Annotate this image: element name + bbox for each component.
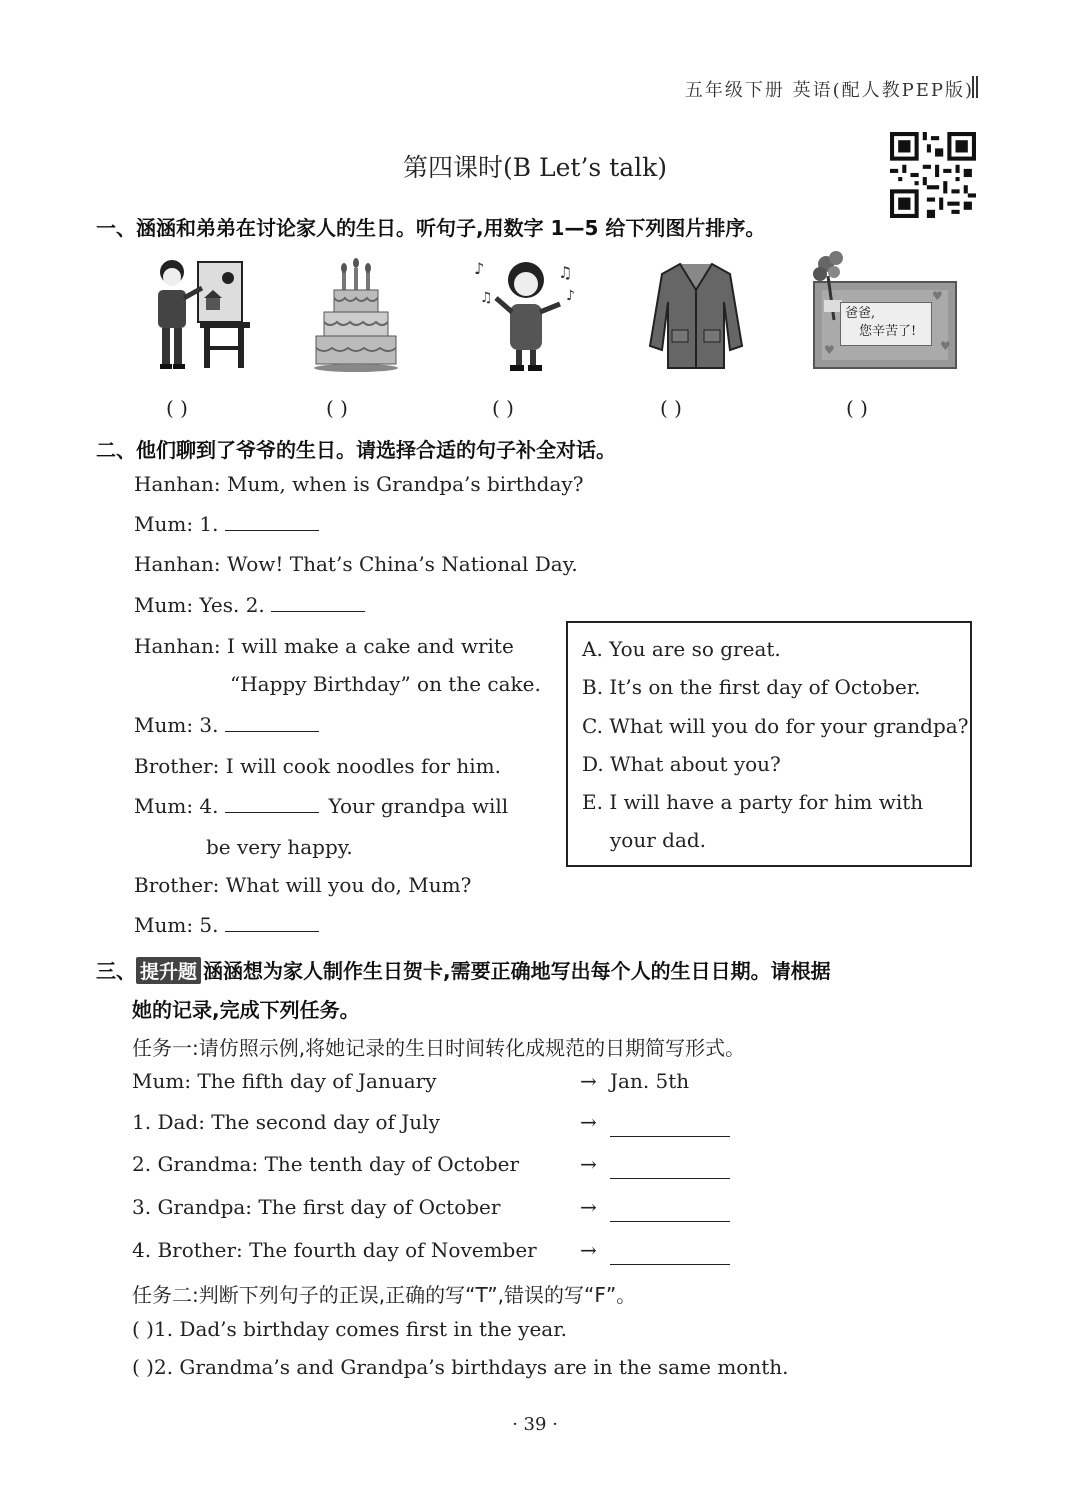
page-header: 五年级下册 英语(配人教PEP版): [684, 80, 974, 101]
example-right: Jan. 5th: [610, 1069, 690, 1093]
answer-blank[interactable]: [225, 730, 319, 732]
example-left: Mum: The fifth day of January: [132, 1069, 437, 1093]
section3-heading: 三、 提升题 涵涵想为家人制作生日贺卡,需要正确地写出每个人的生日日期。请根据: [96, 959, 831, 983]
lesson-title: 第四课时(B Let’s talk): [402, 153, 668, 182]
dialogue-line: Mum: Yes. 2.: [134, 593, 365, 617]
page-number: · 39 ·: [512, 1414, 558, 1435]
dialogue-line: Mum: 5.: [134, 913, 319, 937]
judge-item[interactable]: ( )1. Dad’s birthday comes first in the year.: [132, 1317, 567, 1341]
answer-paren[interactable]: ( ): [846, 396, 868, 420]
date-item: 4. Brother: The fourth day of November: [132, 1238, 537, 1262]
dialogue-line: Brother: I will cook noodles for him.: [134, 754, 501, 778]
girl-singing-icon: [470, 250, 584, 374]
header-divider: [972, 76, 978, 98]
arrow-icon: →: [580, 1110, 597, 1134]
options-box: [566, 621, 972, 867]
judge-item[interactable]: ( )2. Grandma’s and Grandpa’s birthdays are in the same month.: [132, 1355, 789, 1379]
option-a: A. You are so great.: [582, 637, 781, 661]
svg-text:♪: ♪: [566, 288, 575, 304]
arrow-icon: →: [580, 1195, 597, 1219]
option-e: E. I will have a party for him with: [582, 790, 924, 814]
answer-blank[interactable]: [610, 1264, 730, 1265]
card-line1: 爸爸,: [845, 306, 876, 321]
date-item: 3. Grandpa: The first day of October: [132, 1195, 501, 1219]
greeting-card-icon: [812, 250, 958, 374]
answer-blank[interactable]: [225, 930, 319, 932]
svg-text:♥: ♥: [824, 343, 835, 357]
dialogue-line: “Happy Birthday” on the cake.: [230, 672, 541, 696]
answer-paren[interactable]: ( ): [326, 396, 348, 420]
answer-blank[interactable]: [225, 529, 319, 531]
svg-text:♫: ♫: [558, 263, 573, 282]
dialogue-line: Mum: 4. Your grandpa will: [134, 794, 509, 818]
answer-paren[interactable]: ( ): [492, 396, 514, 420]
answer-blank[interactable]: [610, 1178, 730, 1179]
answer-paren[interactable]: ( ): [166, 396, 188, 420]
task1-instruction: 任务一:请仿照示例,将她记录的生日时间转化成规范的日期简写形式。: [132, 1036, 746, 1060]
arrow-icon: →: [580, 1152, 597, 1176]
answer-blank[interactable]: [610, 1221, 730, 1222]
date-item: 2. Grandma: The tenth day of October: [132, 1152, 520, 1176]
coat-icon: [646, 250, 746, 374]
section2-heading: 二、他们聊到了爷爷的生日。请选择合适的句子补全对话。: [96, 438, 616, 462]
answer-blank[interactable]: [610, 1136, 730, 1137]
answer-blank[interactable]: [225, 811, 319, 813]
option-d: D. What about you?: [582, 752, 781, 776]
answer-blank[interactable]: [271, 610, 365, 612]
svg-text:♪: ♪: [474, 259, 485, 278]
qr-code-icon[interactable]: [890, 132, 976, 218]
dialogue-line: Mum: 1.: [134, 512, 319, 536]
dialogue-line: Mum: 3.: [134, 713, 319, 737]
dialogue-line: Hanhan: Wow! That’s China’s National Day.: [134, 552, 578, 576]
option-b: B. It’s on the first day of October.: [582, 675, 921, 699]
option-e-cont: your dad.: [610, 828, 707, 852]
svg-text:♥: ♥: [940, 339, 951, 353]
birthday-cake-icon: [312, 250, 400, 374]
boy-painting-icon: [148, 250, 256, 374]
date-item: 1. Dad: The second day of July: [132, 1110, 440, 1134]
level-tag: 提升题: [136, 957, 201, 984]
arrow-icon: →: [580, 1238, 597, 1262]
svg-text:♫: ♫: [480, 290, 493, 306]
section3-heading-cont: 她的记录,完成下列任务。: [132, 998, 360, 1022]
dialogue-line: be very happy.: [206, 835, 353, 859]
section1-heading: 一、涵涵和弟弟在讨论家人的生日。听句子,用数字 1—5 给下列图片排序。: [96, 216, 766, 240]
dialogue-line: Hanhan: Mum, when is Grandpa’s birthday?: [134, 472, 584, 496]
dialogue-line: Hanhan: I will make a cake and write: [134, 634, 514, 658]
arrow-icon: →: [580, 1069, 597, 1093]
option-c: C. What will you do for your grandpa?: [582, 714, 969, 738]
answer-paren[interactable]: ( ): [660, 396, 682, 420]
dialogue-line: Brother: What will you do, Mum?: [134, 873, 472, 897]
task2-instruction: 任务二:判断下列句子的正误,正确的写“T”,错误的写“F”。: [132, 1283, 637, 1307]
svg-text:♥: ♥: [932, 289, 943, 303]
card-line2: 您辛苦了!: [859, 324, 917, 339]
